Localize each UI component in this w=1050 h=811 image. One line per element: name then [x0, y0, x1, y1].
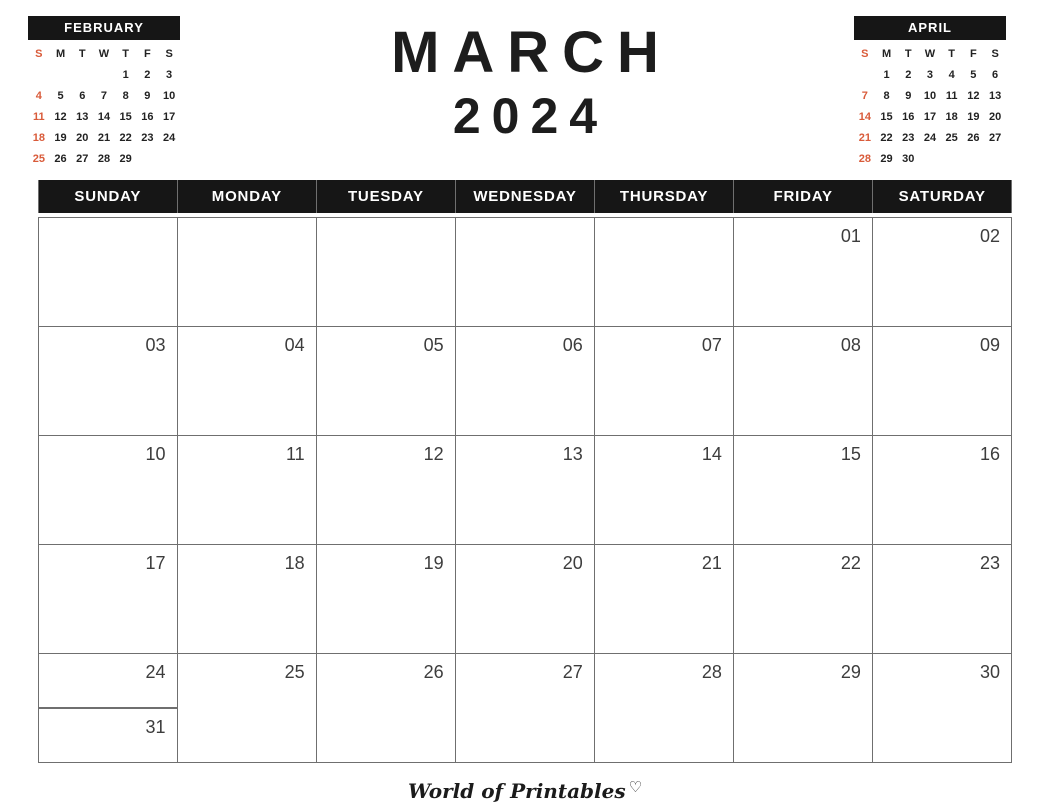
- mini-week-row: [854, 106, 1006, 127]
- mini-date: 15: [119, 110, 132, 123]
- mini-week-row: [854, 127, 1006, 148]
- date-number: 19: [423, 553, 444, 573]
- mini-date: 2: [905, 68, 912, 81]
- date-number: 31: [145, 716, 166, 737]
- mini-date: 8: [883, 89, 890, 102]
- date-cell: [317, 436, 455, 544]
- date-number: 01: [840, 226, 861, 246]
- date-cell: [595, 327, 733, 435]
- date-number: 16: [979, 444, 1000, 464]
- mini-date: 11: [945, 89, 958, 102]
- date-cell: [595, 545, 733, 653]
- mini-day-header: W: [98, 47, 110, 60]
- mini-date: 12: [54, 110, 67, 123]
- date-cell: [456, 545, 594, 653]
- date-number: 23: [979, 553, 1000, 573]
- mini-day-header: F: [144, 47, 151, 60]
- top-section: [0, 0, 1050, 180]
- date-cell: [734, 218, 872, 326]
- date-cell: [39, 327, 177, 435]
- mini-day-header: S: [991, 47, 999, 60]
- mini-date: 7: [861, 89, 868, 102]
- mini-date: 6: [79, 89, 86, 102]
- mini-date: 2: [144, 68, 151, 81]
- date-cell: [456, 327, 594, 435]
- mini-date: 26: [54, 152, 67, 165]
- mini-date: 5: [57, 89, 64, 102]
- date-cell: [39, 654, 177, 707]
- mini-date: 29: [880, 152, 893, 165]
- date-number: 02: [979, 226, 1000, 246]
- mini-day-header: M: [55, 47, 66, 60]
- date-number: 07: [701, 335, 722, 355]
- date-cell: [456, 654, 594, 762]
- mini-date: 5: [970, 68, 977, 81]
- mini-date: 23: [141, 131, 154, 144]
- mini-date: 18: [945, 110, 958, 123]
- weekday-header-cell: MONDAY: [178, 180, 316, 213]
- mini-date: 14: [858, 110, 871, 123]
- mini-date: 20: [988, 110, 1002, 123]
- date-cell: [873, 545, 1011, 653]
- mini-date: 3: [926, 68, 934, 81]
- mini-day-header: W: [924, 47, 936, 60]
- mini-date: 22: [880, 131, 893, 144]
- mini-week-row: [854, 148, 1006, 169]
- mini-date: 27: [988, 131, 1002, 144]
- mini-date: 17: [162, 110, 176, 123]
- mini-date: [963, 148, 985, 169]
- date-number: 03: [145, 335, 166, 355]
- mini-date: 29: [119, 152, 132, 165]
- date-number: 10: [145, 444, 166, 464]
- mini-date: 14: [97, 110, 111, 123]
- mini-date: 9: [905, 89, 912, 102]
- mini-date: [919, 148, 941, 169]
- mini-week-row: [854, 64, 1006, 85]
- mini-date: 25: [945, 131, 958, 144]
- mini-date: 27: [76, 152, 89, 165]
- date-number: 28: [701, 662, 722, 682]
- mini-day-header-row: [854, 43, 1006, 64]
- footer: [0, 778, 1050, 803]
- mini-day-header: S: [165, 47, 173, 60]
- date-cell-split: [39, 654, 177, 762]
- mini-date: 11: [33, 110, 45, 123]
- mini-date: 3: [166, 68, 173, 81]
- date-number: 29: [840, 662, 861, 682]
- weekday-header-cell: SUNDAY: [39, 180, 177, 213]
- date-cell: [734, 545, 872, 653]
- mini-day-header: T: [78, 47, 86, 60]
- date-number: 22: [840, 553, 861, 573]
- mini-date: 24: [162, 131, 176, 144]
- mini-date: [984, 148, 1006, 169]
- mini-date: 1: [122, 68, 129, 81]
- date-cell: [178, 218, 316, 326]
- mini-date: 13: [76, 110, 89, 123]
- mini-calendar-february-title: FEBRUARY: [28, 16, 180, 40]
- date-cell: [317, 545, 455, 653]
- date-number: 21: [701, 553, 722, 573]
- date-number: 13: [562, 444, 583, 464]
- date-cell: [317, 654, 455, 762]
- date-cell-overflow: [39, 709, 177, 762]
- mini-date: 19: [54, 131, 67, 144]
- mini-week-row: [28, 148, 180, 169]
- date-cell: [178, 545, 316, 653]
- mini-date: [941, 148, 963, 169]
- mini-date: 17: [923, 110, 937, 123]
- mini-date: 18: [32, 131, 45, 144]
- date-number: 24: [145, 662, 166, 682]
- mini-date: 20: [76, 131, 89, 144]
- date-number: 30: [979, 662, 1000, 682]
- weekday-header-cell: WEDNESDAY: [456, 180, 594, 213]
- mini-date: [137, 148, 159, 169]
- date-cell: [39, 218, 177, 326]
- date-cell: [317, 218, 455, 326]
- mini-date: 7: [100, 89, 108, 102]
- calendar-grid: [38, 217, 1012, 763]
- weekday-header-row: [38, 180, 1012, 213]
- date-cell: [734, 327, 872, 435]
- mini-date: 4: [948, 68, 955, 81]
- weekday-header-cell: FRIDAY: [734, 180, 872, 213]
- date-cell: [456, 436, 594, 544]
- mini-date: 24: [923, 131, 937, 144]
- mini-day-header: S: [35, 47, 43, 60]
- date-cell: [317, 327, 455, 435]
- date-cell: [39, 436, 177, 544]
- date-number: 09: [979, 335, 1000, 355]
- mini-date: 15: [880, 110, 893, 123]
- mini-date: [158, 148, 180, 169]
- title-year: 2024: [452, 88, 609, 144]
- date-number: 20: [562, 553, 583, 573]
- mini-calendar-april: [854, 16, 1006, 169]
- date-cell: [178, 654, 316, 762]
- mini-date: 9: [144, 89, 151, 102]
- date-cell: [595, 218, 733, 326]
- mini-date: 19: [967, 110, 980, 123]
- date-number: 17: [145, 553, 166, 573]
- main-calendar: [38, 180, 1012, 763]
- mini-date: 21: [858, 131, 871, 144]
- mini-date: 30: [902, 152, 915, 165]
- mini-date: 10: [923, 89, 937, 102]
- brand-logo: World of Printables: [407, 778, 626, 803]
- date-cell: [456, 218, 594, 326]
- mini-date: 6: [992, 68, 999, 81]
- weekday-header-cell: THURSDAY: [595, 180, 733, 213]
- mini-calendar-april-table: [854, 43, 1006, 169]
- date-number: 04: [284, 335, 305, 355]
- mini-date: 10: [162, 89, 176, 102]
- date-cell: [178, 436, 316, 544]
- date-cell: [873, 654, 1011, 762]
- mini-date: [854, 64, 876, 85]
- weekday-header-cell: TUESDAY: [317, 180, 455, 213]
- mini-date: 23: [902, 131, 915, 144]
- date-cell: [39, 545, 177, 653]
- date-number: 18: [284, 553, 305, 573]
- date-number: 27: [562, 662, 583, 682]
- mini-date: 21: [97, 131, 111, 144]
- mini-date: 13: [988, 89, 1002, 102]
- date-number: 05: [423, 335, 444, 355]
- mini-calendar-april-title: APRIL: [854, 16, 1006, 40]
- mini-date: 1: [883, 68, 890, 81]
- mini-day-header: F: [970, 47, 977, 60]
- heart-icon: ♡: [628, 777, 643, 796]
- mini-day-header: T: [904, 47, 912, 60]
- mini-date: 4: [35, 89, 42, 102]
- mini-date: 28: [858, 152, 871, 165]
- mini-date: 8: [122, 89, 129, 102]
- mini-date: 28: [97, 152, 111, 165]
- mini-date: 22: [119, 131, 132, 144]
- date-cell: [734, 436, 872, 544]
- date-cell: [595, 436, 733, 544]
- date-number: 26: [423, 662, 444, 682]
- date-number: 08: [840, 335, 861, 355]
- mini-day-header: M: [881, 47, 892, 60]
- date-cell: [595, 654, 733, 762]
- date-number: 14: [701, 444, 722, 464]
- mini-day-header: S: [861, 47, 869, 60]
- date-cell: [873, 436, 1011, 544]
- mini-day-header: T: [122, 47, 130, 60]
- mini-date: 26: [967, 131, 980, 144]
- mini-date: 25: [32, 152, 45, 165]
- date-number: 15: [840, 444, 861, 464]
- mini-day-header: T: [948, 47, 956, 60]
- mini-date: 16: [902, 110, 915, 123]
- mini-date: 16: [141, 110, 154, 123]
- date-number: 12: [423, 444, 444, 464]
- date-cell: [873, 218, 1011, 326]
- mini-date: 12: [967, 89, 980, 102]
- date-cell: [873, 327, 1011, 435]
- date-cell: [178, 327, 316, 435]
- date-number: 06: [562, 335, 583, 355]
- weekday-header-cell: SATURDAY: [873, 180, 1011, 213]
- date-number: 25: [284, 662, 305, 682]
- date-cell: [734, 654, 872, 762]
- mini-week-row: [854, 85, 1006, 106]
- date-number: 11: [285, 444, 305, 464]
- title-month: MARCH: [391, 20, 672, 85]
